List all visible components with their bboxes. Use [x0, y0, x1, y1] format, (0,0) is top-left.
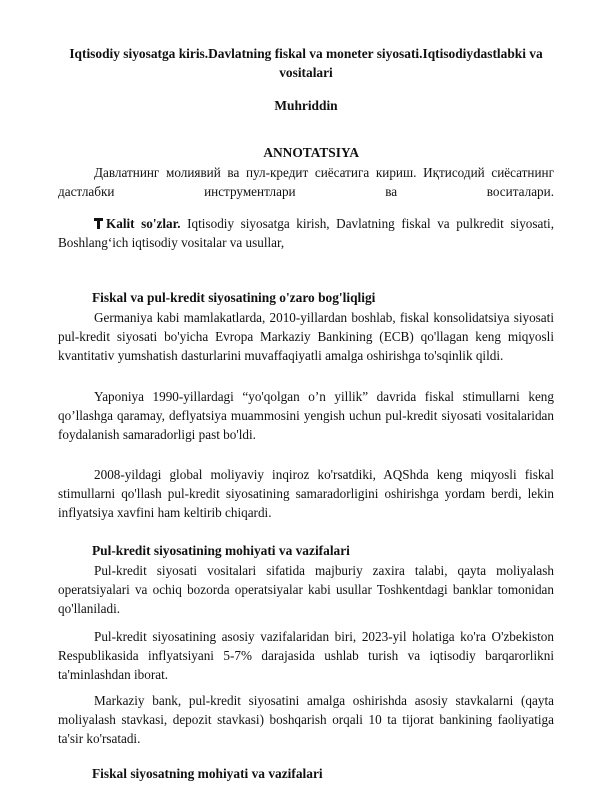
- author-name: Muhriddin: [274, 98, 338, 113]
- section-heading: Fiskal siyosatning mohiyati va vazifalari: [92, 766, 323, 781]
- section-heading: Fiskal va pul-kredit siyosatining o'zaro bog'liqligi: [92, 290, 376, 305]
- section-heading: Pul-kredit siyosatining mohiyati va vazifalari: [92, 543, 350, 558]
- paragraph: Pul-kredit siyosati vositalari sifatida majburiy zaxira talabi, qayta moliyalash operatsiyalari va ochiq bozorda operatsiyalar kabi usullar Toshkentdagi banklar tomonidan qo'llaniladi.: [58, 563, 554, 616]
- pin-icon: [94, 218, 103, 229]
- abstract-text: Давлатнинг молиявий ва пул-кредит сиёсатига кириш. Иқтисодий сиёсатнинг дастлабки инструментлари ва воситалари.: [58, 165, 554, 199]
- paragraph: Pul-kredit siyosatining asosiy vazifalaridan biri, 2023-yil holatiga ko'ra O'zbekiston Respublikasida inflyatsiyani 5-7% darajasida ushlab turish va iqtisodiy barqarorlikni ta'minlashdan iborat.: [58, 629, 554, 682]
- document-title: Iqtisodiy siyosatga kiris.Davlatning fiskal va moneter siyosati.Iqtisodiydastlabki va vositalari: [69, 46, 543, 80]
- keywords-paragraph: [58, 214, 554, 252]
- keywords-text: Iqtisodiy siyosatga kirish, Davlatning fiskal va pulkredit siyosati, Boshlang‘ich iqtisodiy vositalar va usullar,: [58, 216, 555, 250]
- paragraph: 2008-yildagi global moliyaviy inqiroz ko'rsatdiki, AQShda keng miqyosli fiskal stimullarni qo'llash pul-kredit siyosatining samaradorligini oshirishga yordam berdi, lekin inflyatsiya xavfini ham keltirib chiqardi.: [58, 467, 554, 520]
- paragraph: Markaziy bank, pul-kredit siyosatini amalga oshirishda asosiy stavkalarni (qayta moliyalash stavkasi, depozit stavkasi) boshqarish orqali 10 ta tijorat bankining faoliyatiga ta'sir ko'rsatadi.: [58, 693, 554, 746]
- abstract-heading: ANNOTATSIYA: [258, 145, 354, 160]
- paragraph: Yaponiya 1990-yillardagi “yo'qolgan o’n yillik” davrida fiskal stimullarni keng qo’llashga qaramay, deflyatsiya muammosini yengish uchun pul-kredit siyosati vositalaridan foydalanish samaradorligi past bo'ldi.: [58, 389, 554, 442]
- paragraph: Germaniya kabi mamlakatlarda, 2010-yillardan boshlab, fiskal konsolidatsiya siyosati pul-kredit siyosati bo'yicha Evropa Markaziy Bankining (ECB) qo'llagan keng miqyosli kvantitativ yumshatish dasturlarini muvaffaqiyatli amalga oshirishga to'sqinlik qildi.: [58, 310, 554, 363]
- keywords-label: Kalit so'zlar.: [106, 216, 181, 231]
